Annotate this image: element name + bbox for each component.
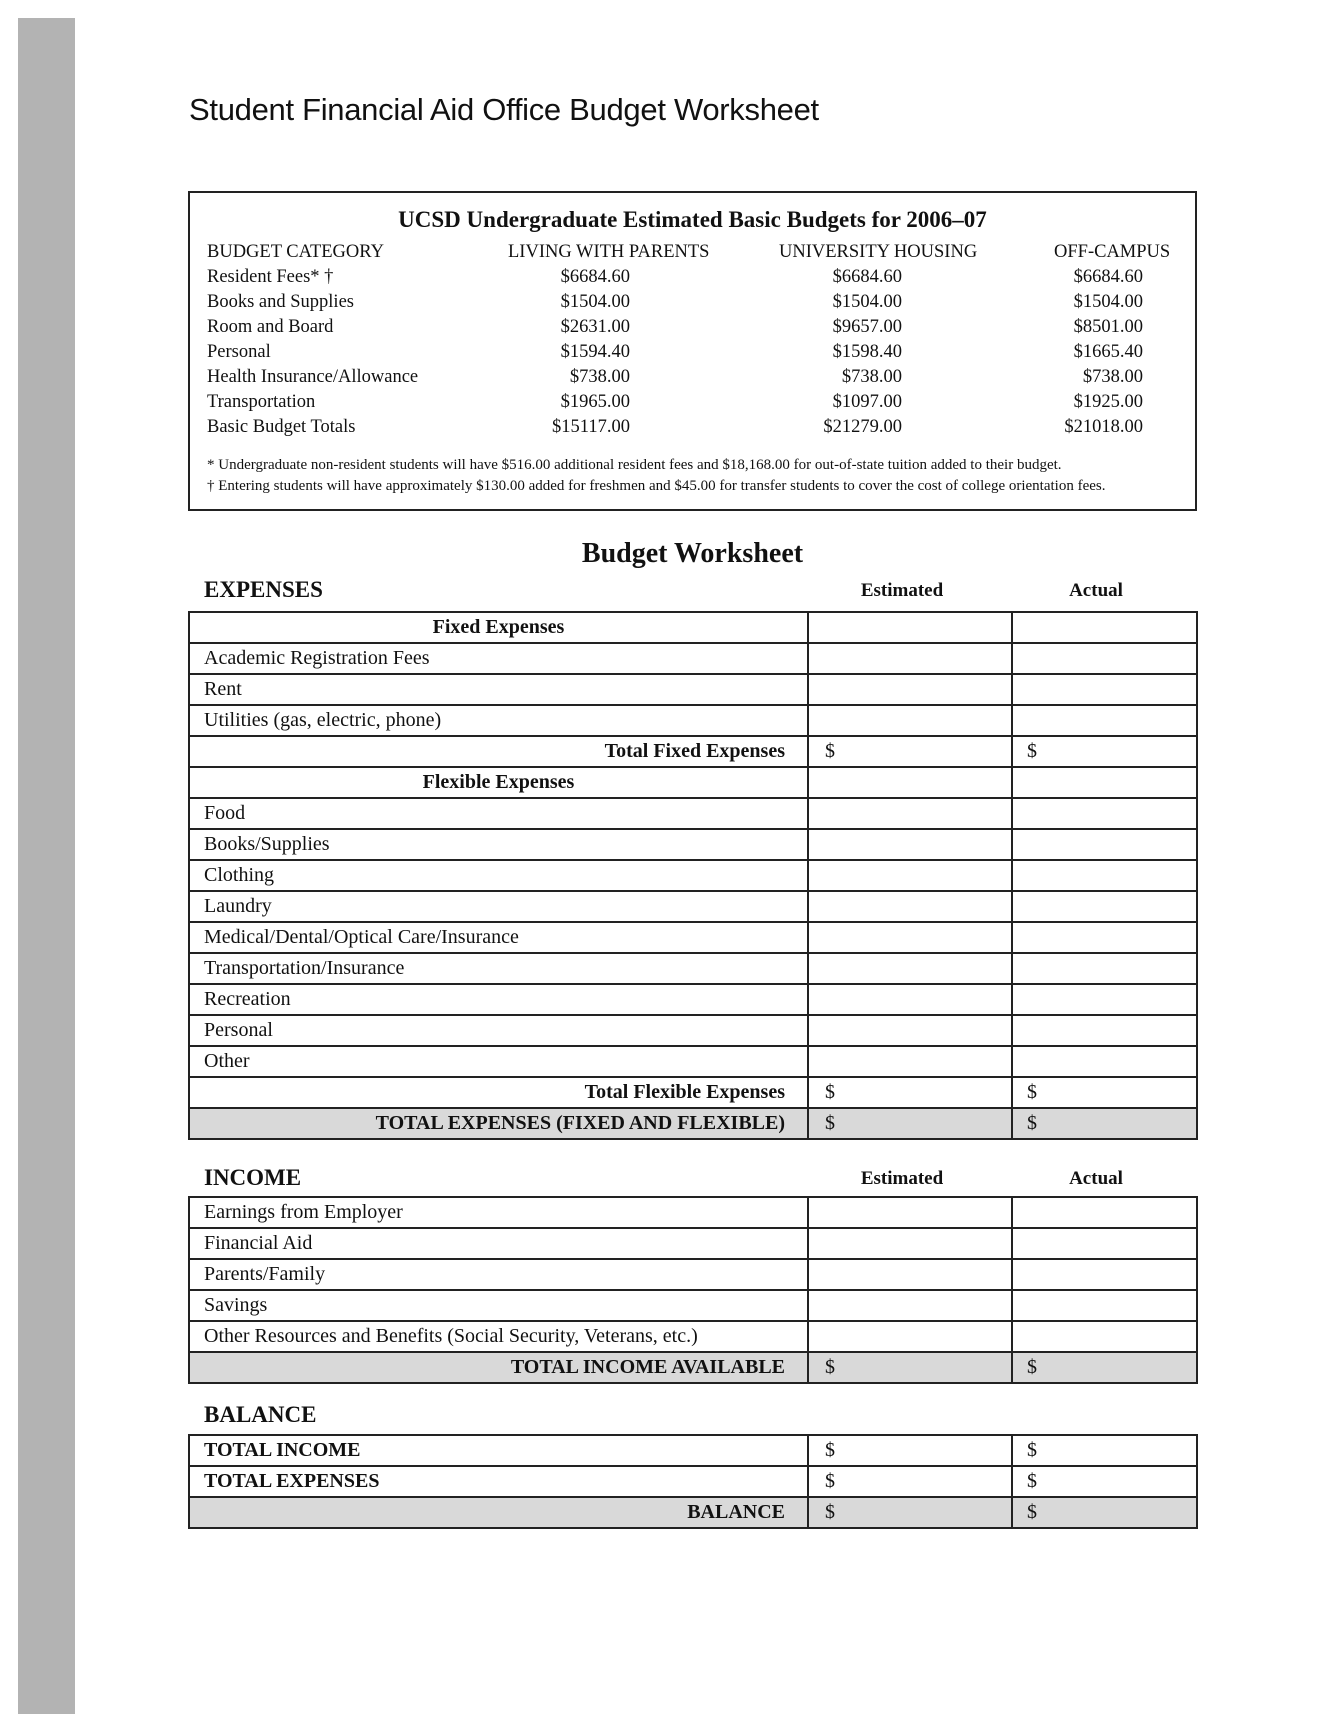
total-flexible-label: Total Flexible Expenses xyxy=(189,1077,808,1108)
actual-input-cell[interactable]: $ xyxy=(1012,736,1197,767)
estimated-budgets-box xyxy=(188,191,1197,511)
budget-category: Basic Budget Totals xyxy=(207,417,356,437)
table-row xyxy=(189,705,1197,736)
total-income-available-row xyxy=(189,1352,1197,1383)
estimated-input-cell[interactable]: $ xyxy=(808,1497,1012,1528)
actual-input-cell[interactable] xyxy=(1012,984,1197,1015)
budgets-table xyxy=(207,242,1187,442)
estimated-input-cell[interactable] xyxy=(808,1197,1012,1228)
total-expenses-balance-label: TOTAL EXPENSES xyxy=(189,1466,808,1497)
table-row xyxy=(189,1046,1197,1077)
expenses-actual-header: Actual xyxy=(1069,580,1123,601)
budget-value: $1504.00 xyxy=(1073,292,1143,312)
living-with-parents-header: LIVING WITH PARENTS xyxy=(508,242,710,262)
budget-value: $21279.00 xyxy=(823,417,902,437)
budget-value: $1504.00 xyxy=(832,292,902,312)
income-label: Earnings from Employer xyxy=(189,1197,808,1228)
budgets-header-row xyxy=(207,242,1187,267)
total-income-label: TOTAL INCOME xyxy=(189,1435,808,1466)
actual-input-cell[interactable] xyxy=(1012,829,1197,860)
actual-input-cell[interactable]: $ xyxy=(1012,1497,1197,1528)
budget-value: $6684.60 xyxy=(832,267,902,287)
budget-category: Resident Fees* † xyxy=(207,267,334,287)
income-actual-header: Actual xyxy=(1069,1168,1123,1189)
flexible-expenses-header-row xyxy=(189,767,1197,798)
actual-input-cell[interactable] xyxy=(1012,953,1197,984)
income-table xyxy=(188,1196,1198,1384)
budget-value: $1598.40 xyxy=(832,342,902,362)
total-expenses-row xyxy=(189,1108,1197,1139)
actual-input-cell[interactable] xyxy=(1012,891,1197,922)
expenses-heading: EXPENSES xyxy=(204,577,323,602)
university-housing-header: UNIVERSITY HOUSING xyxy=(779,242,978,262)
estimated-input-cell[interactable] xyxy=(808,1228,1012,1259)
budget-value: $6684.60 xyxy=(560,267,630,287)
actual-input-cell[interactable] xyxy=(1012,1228,1197,1259)
actual-input-cell[interactable]: $ xyxy=(1012,1435,1197,1466)
estimated-input-cell[interactable]: $ xyxy=(808,736,1012,767)
budgets-title: UCSD Undergraduate Estimated Basic Budgets for 2006–07 xyxy=(398,207,987,232)
budget-category-header: BUDGET CATEGORY xyxy=(207,242,384,262)
estimated-cell xyxy=(808,612,1012,643)
fixed-expenses-heading: Fixed Expenses xyxy=(189,612,808,643)
budget-row xyxy=(207,342,1187,367)
actual-input-cell[interactable] xyxy=(1012,1290,1197,1321)
income-heading: INCOME xyxy=(204,1165,302,1190)
total-fixed-row xyxy=(189,736,1197,767)
page-margin-bar xyxy=(18,18,75,1714)
table-row xyxy=(189,1259,1197,1290)
actual-input-cell[interactable] xyxy=(1012,798,1197,829)
budget-category: Room and Board xyxy=(207,317,334,337)
budget-value: $738.00 xyxy=(569,367,630,387)
table-row xyxy=(189,643,1197,674)
table-row xyxy=(189,1015,1197,1046)
budget-category: Health Insurance/Allowance xyxy=(207,367,419,387)
estimated-input-cell[interactable]: $ xyxy=(808,1352,1012,1383)
table-row xyxy=(189,1228,1197,1259)
estimated-input-cell[interactable] xyxy=(808,798,1012,829)
estimated-input-cell[interactable]: $ xyxy=(808,1435,1012,1466)
expense-label: Food xyxy=(189,798,808,829)
budget-row xyxy=(207,267,1187,292)
budget-value: $1594.40 xyxy=(560,342,630,362)
expense-label: Other xyxy=(189,1046,808,1077)
table-row xyxy=(189,953,1197,984)
table-row xyxy=(189,860,1197,891)
actual-input-cell[interactable] xyxy=(1012,1197,1197,1228)
expenses-table xyxy=(188,611,1198,1140)
actual-input-cell[interactable] xyxy=(1012,705,1197,736)
budget-value: $2631.00 xyxy=(560,317,630,337)
expense-label: Laundry xyxy=(189,891,808,922)
budget-value: $6684.60 xyxy=(1073,267,1143,287)
estimated-input-cell[interactable] xyxy=(808,643,1012,674)
actual-cell xyxy=(1012,767,1197,798)
estimated-input-cell[interactable] xyxy=(808,984,1012,1015)
expense-label: Rent xyxy=(189,674,808,705)
table-row xyxy=(189,829,1197,860)
income-label: Financial Aid xyxy=(189,1228,808,1259)
estimated-input-cell[interactable] xyxy=(808,1290,1012,1321)
budget-row xyxy=(207,292,1187,317)
estimated-input-cell[interactable] xyxy=(808,891,1012,922)
budget-value: $9657.00 xyxy=(832,317,902,337)
balance-row xyxy=(189,1497,1197,1528)
budget-value: $8501.00 xyxy=(1073,317,1143,337)
budget-row xyxy=(207,392,1187,417)
expense-label: Academic Registration Fees xyxy=(189,643,808,674)
table-row xyxy=(189,674,1197,705)
balance-label: BALANCE xyxy=(189,1497,808,1528)
budget-category: Books and Supplies xyxy=(207,292,354,312)
worksheet-title: Budget Worksheet xyxy=(581,538,804,569)
actual-input-cell[interactable] xyxy=(1012,922,1197,953)
estimated-input-cell[interactable] xyxy=(808,829,1012,860)
actual-input-cell[interactable]: $ xyxy=(1012,1352,1197,1383)
balance-table xyxy=(188,1434,1198,1529)
income-label: Savings xyxy=(189,1290,808,1321)
total-income-row xyxy=(189,1435,1197,1466)
balance-heading: BALANCE xyxy=(204,1402,317,1427)
table-row xyxy=(189,984,1197,1015)
table-row xyxy=(189,922,1197,953)
budget-row xyxy=(207,367,1187,392)
estimated-input-cell[interactable]: $ xyxy=(808,1466,1012,1497)
actual-input-cell[interactable] xyxy=(1012,1015,1197,1046)
budget-value: $738.00 xyxy=(841,367,902,387)
expense-label: Personal xyxy=(189,1015,808,1046)
expense-label: Medical/Dental/Optical Care/Insurance xyxy=(189,922,808,953)
expense-label: Transportation/Insurance xyxy=(189,953,808,984)
budget-value: $1665.40 xyxy=(1073,342,1143,362)
income-label: Parents/Family xyxy=(189,1259,808,1290)
estimated-input-cell[interactable] xyxy=(808,1015,1012,1046)
actual-input-cell[interactable]: $ xyxy=(1012,1466,1197,1497)
estimated-input-cell[interactable] xyxy=(808,705,1012,736)
budget-row xyxy=(207,317,1187,342)
expense-label: Books/Supplies xyxy=(189,829,808,860)
actual-input-cell[interactable] xyxy=(1012,1046,1197,1077)
flexible-expenses-heading: Flexible Expenses xyxy=(189,767,808,798)
total-fixed-label: Total Fixed Expenses xyxy=(189,736,808,767)
table-row xyxy=(189,798,1197,829)
total-income-available-label: TOTAL INCOME AVAILABLE xyxy=(189,1352,808,1383)
actual-input-cell[interactable] xyxy=(1012,1259,1197,1290)
income-estimated-header: Estimated xyxy=(860,1168,944,1189)
actual-cell xyxy=(1012,612,1197,643)
estimated-input-cell[interactable] xyxy=(808,1046,1012,1077)
table-row xyxy=(189,891,1197,922)
table-row xyxy=(189,1321,1197,1352)
budget-footnotes xyxy=(207,455,1106,497)
budget-value: $21018.00 xyxy=(1064,417,1143,437)
estimated-input-cell[interactable] xyxy=(808,953,1012,984)
actual-input-cell[interactable] xyxy=(1012,643,1197,674)
budget-value: $1504.00 xyxy=(560,292,630,312)
estimated-input-cell[interactable] xyxy=(808,860,1012,891)
actual-input-cell[interactable]: $ xyxy=(1012,1108,1197,1139)
estimated-input-cell[interactable] xyxy=(808,1321,1012,1352)
budget-value: $1097.00 xyxy=(832,392,902,412)
income-label: Other Resources and Benefits (Social Security, Veterans, etc.) xyxy=(189,1321,808,1352)
total-expenses-label: TOTAL EXPENSES (FIXED AND FLEXIBLE) xyxy=(189,1108,808,1139)
footnote-orientation: † Entering students will have approximately $130.00 added for freshmen and $45.00 for transfer students to cover the cost of college orientation fees. xyxy=(207,478,1106,494)
budget-category: Personal xyxy=(207,342,271,362)
actual-input-cell[interactable] xyxy=(1012,674,1197,705)
budget-value: $738.00 xyxy=(1082,367,1143,387)
document-title: Student Financial Aid Office Budget Worksheet xyxy=(189,92,819,127)
total-flexible-row xyxy=(189,1077,1197,1108)
table-row xyxy=(189,1290,1197,1321)
expense-label: Recreation xyxy=(189,984,808,1015)
budget-value: $15117.00 xyxy=(552,417,630,437)
expense-label: Clothing xyxy=(189,860,808,891)
fixed-expenses-header-row xyxy=(189,612,1197,643)
estimated-input-cell[interactable]: $ xyxy=(808,1108,1012,1139)
budget-value: $1965.00 xyxy=(560,392,630,412)
footnote-nonresident: * Undergraduate non-resident students will have $516.00 additional resident fees and $18,168.00 for out-of-state tuition added to their budget. xyxy=(207,457,1062,473)
expense-label: Utilities (gas, electric, phone) xyxy=(189,705,808,736)
actual-input-cell[interactable] xyxy=(1012,860,1197,891)
estimated-input-cell[interactable] xyxy=(808,674,1012,705)
actual-input-cell[interactable]: $ xyxy=(1012,1077,1197,1108)
budget-value: $1925.00 xyxy=(1073,392,1143,412)
estimated-input-cell[interactable]: $ xyxy=(808,1077,1012,1108)
estimated-cell xyxy=(808,767,1012,798)
off-campus-header: OFF-CAMPUS xyxy=(1054,242,1171,262)
actual-input-cell[interactable] xyxy=(1012,1321,1197,1352)
estimated-input-cell[interactable] xyxy=(808,922,1012,953)
expenses-estimated-header: Estimated xyxy=(860,580,944,601)
budget-totals-row xyxy=(207,417,1187,442)
total-expenses-balance-row xyxy=(189,1466,1197,1497)
budget-category: Transportation xyxy=(207,392,316,412)
estimated-input-cell[interactable] xyxy=(808,1259,1012,1290)
table-row xyxy=(189,1197,1197,1228)
